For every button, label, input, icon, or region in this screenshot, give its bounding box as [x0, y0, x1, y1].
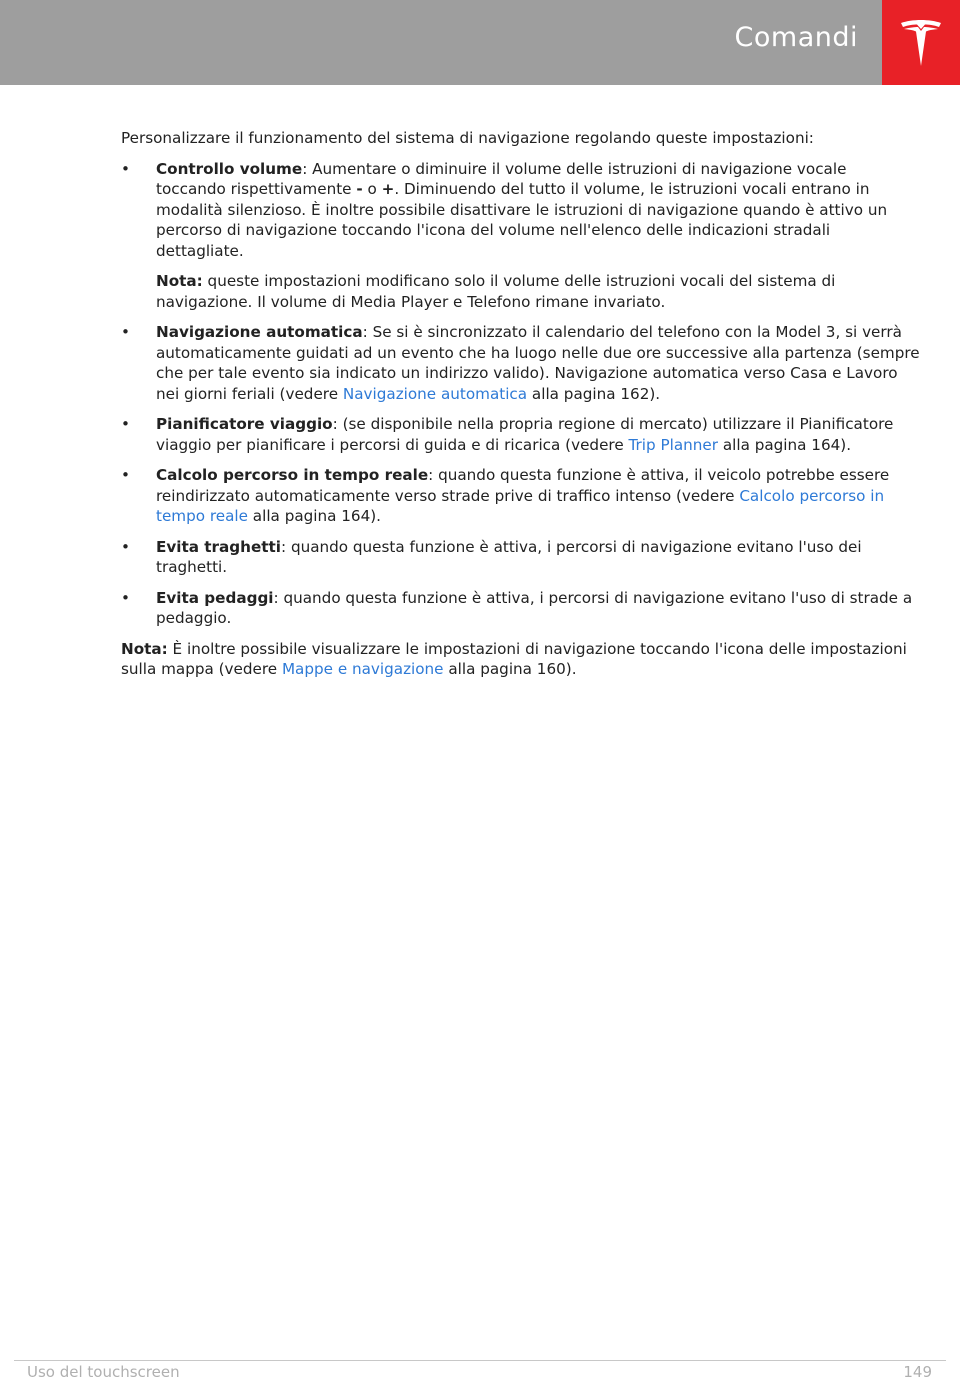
link-mappe-navigazione[interactable]: Mappe e navigazione: [281, 660, 444, 678]
settings-list: [121, 159, 921, 629]
item-text-cont: alla pagina 164).: [718, 435, 852, 454]
bullet-icon: •: [121, 415, 130, 433]
link-navigazione-automatica[interactable]: Navigazione automatica: [342, 384, 528, 403]
item-text: : Se si è sincronizzato il calendario del telefono con la Model 3, si verrà automaticamente guidati ad un evento che ha luogo nelle due ore successive alla partenza (sempre che per tale evento sia indicato un indirizzo valido). Navigazione automatica verso Casa e Lavoro nei giorni feriali (vedere: [156, 323, 920, 403]
list-item-controllo-volume: [121, 159, 921, 313]
page-header: [0, 0, 960, 85]
item-text: : quando questa funzione è attiva, il veicolo potrebbe essere reindirizzato automaticamente verso strade prive di traffico intenso (vedere: [156, 466, 890, 505]
item-text: : quando questa funzione è attiva, i percorsi di navigazione evitano l'uso dei traghetti.: [156, 537, 862, 576]
link-trip-planner[interactable]: Trip Planner: [628, 435, 718, 454]
page-content: [121, 128, 921, 680]
intro-paragraph: Personalizzare il funzionamento del sistema di navigazione regolando queste impostazioni:: [121, 129, 814, 147]
note-text-cont: alla pagina 160).: [443, 660, 577, 678]
footer-section-name: Uso del touchscreen: [27, 1363, 180, 1381]
plus-symbol: +: [381, 180, 395, 198]
tesla-logo-icon: [898, 17, 944, 69]
item-text-or: o: [362, 180, 382, 198]
list-item-navigazione-automatica: [121, 322, 921, 404]
item-term: Controllo volume: [156, 159, 303, 178]
volume-note: [156, 271, 921, 312]
item-text-cont: . Diminuendo del tutto il volume, le istruzioni vocali entrano in modalità silenzioso. È inoltre possibile disattivare le istruzioni di navigazione quando è attivo un percorso di navigazione toccando l'icona del volume nell'elenco delle indicazioni stradali dettagliate.: [156, 180, 888, 260]
item-text-cont: alla pagina 164).: [247, 507, 382, 525]
item-text: : quando questa funzione è attiva, i percorsi di navigazione evitano l'uso di strade a pedaggio.: [156, 588, 913, 627]
page-number: 149: [903, 1363, 932, 1381]
item-term: Pianificatore viaggio: [156, 415, 333, 433]
chapter-title: Comandi: [734, 22, 858, 53]
bullet-icon: •: [121, 159, 130, 178]
bullet-icon: •: [121, 466, 130, 484]
bullet-icon: •: [121, 537, 130, 556]
item-text: : (se disponibile nella propria regione di mercato) utilizzare il Pianificatore viaggio per pianificare i percorsi di guida e di ricarica (vedere: [156, 415, 894, 454]
list-item-evita-traghetti: [121, 537, 921, 578]
minus-symbol: -: [356, 180, 363, 198]
bullet-icon: •: [121, 323, 130, 341]
note-text: È inoltre possibile visualizzare le impostazioni di navigazione toccando l'icona delle impostazioni sulla mappa (vedere: [121, 639, 907, 678]
bullet-icon: •: [121, 588, 130, 607]
item-text-cont: alla pagina 162).: [527, 384, 661, 403]
item-text: : Aumentare o diminuire il volume delle istruzioni di navigazione vocale toccando rispettivamente: [156, 159, 847, 198]
list-item-pianificatore-viaggio: [121, 414, 921, 455]
note-text: queste impostazioni modificano solo il volume delle istruzioni vocali del sistema di navigazione. Il volume di Media Player e Telefono rimane invariato.: [156, 272, 836, 311]
list-item-calcolo-percorso: [121, 465, 921, 527]
logo-box: [882, 0, 960, 85]
list-item-evita-pedaggi: [121, 588, 921, 629]
item-term: Navigazione automatica: [156, 323, 363, 341]
final-note: [121, 639, 921, 680]
note-label: Nota:: [121, 639, 168, 658]
link-calcolo-percorso[interactable]: Calcolo percorso in tempo reale: [156, 486, 885, 525]
item-term: Evita pedaggi: [156, 588, 274, 607]
note-label: Nota:: [156, 272, 203, 290]
item-term: Calcolo percorso in tempo reale: [156, 466, 429, 484]
item-term: Evita traghetti: [156, 537, 281, 556]
footer-divider: [14, 1360, 946, 1361]
